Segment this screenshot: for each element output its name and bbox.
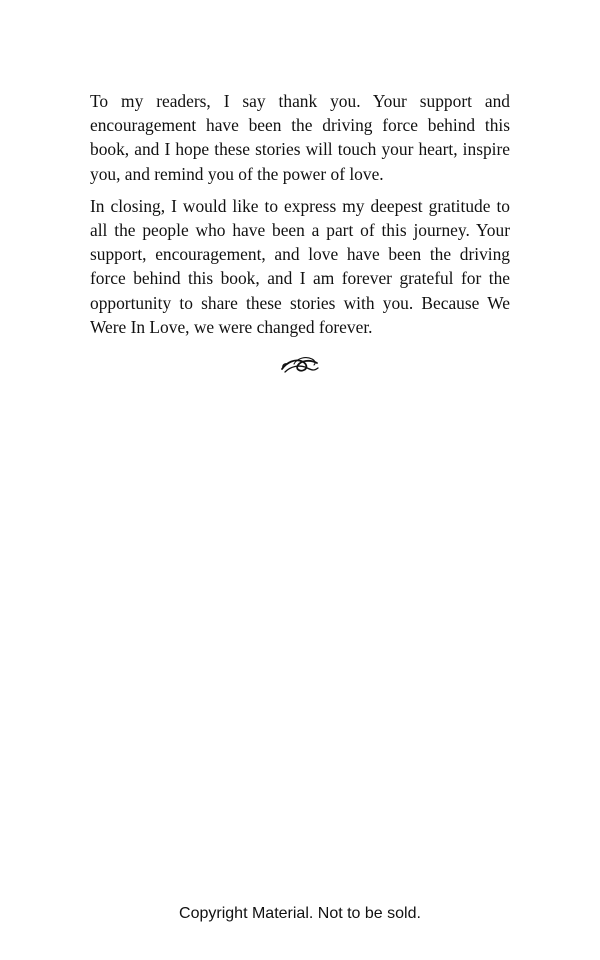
body-text xyxy=(90,89,510,347)
paragraph-closing: In closing, I would like to express my deepest gratitude to all the people who have been a part of this journey. Your support, encouragement, and love have been the driving force behind this book, and I am forever grateful for the opportunity to share these stories with you. Because We Were In Love, we were changed forever. xyxy=(90,195,510,337)
flourish-icon xyxy=(279,352,321,376)
copyright-notice: Copyright Material. Not to be sold. xyxy=(179,905,421,922)
paragraph-thanks: To my readers, I say thank you. Your support and encouragement have been the driving force behind this book, and I hope these stories will touch your heart, inspire you, and remind you of the power of love. xyxy=(90,91,510,184)
